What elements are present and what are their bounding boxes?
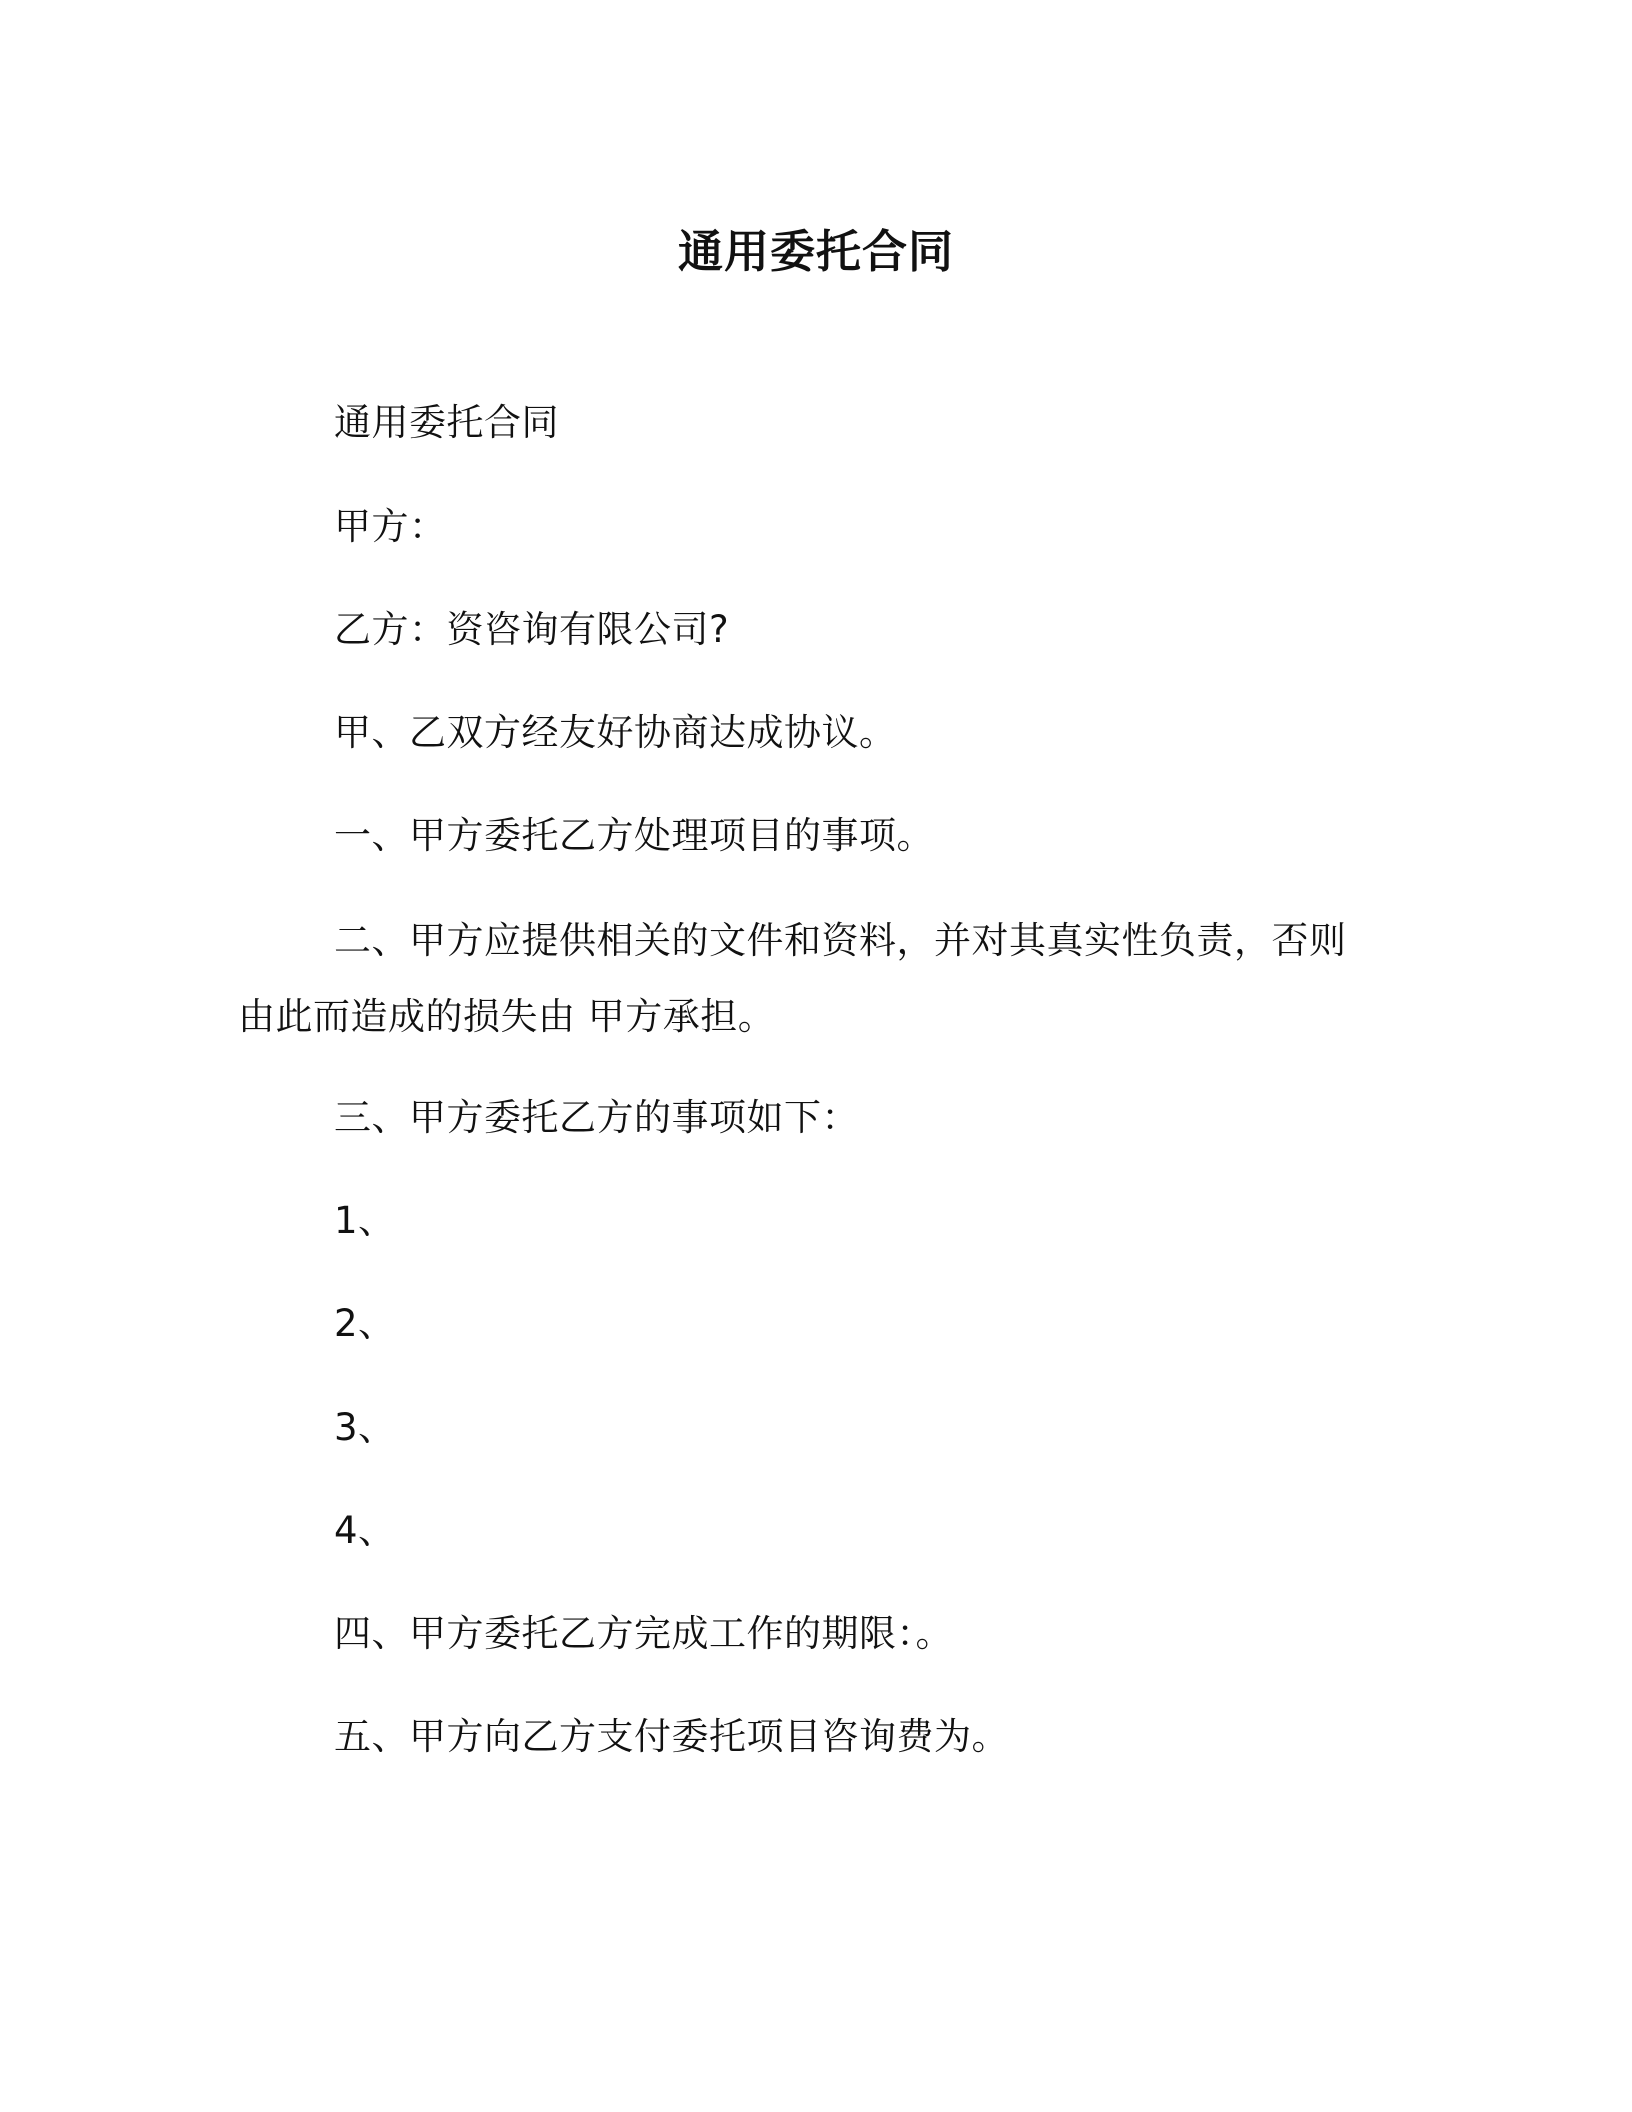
list-item-2: 2、 — [334, 1302, 396, 1345]
paragraph-clause-4: 四、甲方委托乙方完成工作的期限：。 — [334, 1612, 953, 1655]
paragraph-agreement: 甲、乙双方经友好协商达成协议。 — [334, 711, 897, 754]
paragraph-clause-2: 二、甲方应提供相关的文件和资料，并对其真实性负责，否则由此而造成的损失由 甲方承担。 — [238, 919, 1347, 1038]
paragraph-party-a: 甲方： — [334, 505, 447, 548]
list-item-4: 4、 — [334, 1509, 396, 1552]
list-item-3: 3、 — [334, 1406, 396, 1449]
list-item-1: 1、 — [334, 1199, 396, 1242]
paragraph-heading: 通用委托合同 — [334, 401, 559, 444]
paragraph-clause-3: 三、甲方委托乙方的事项如下： — [334, 1096, 859, 1139]
paragraph-clause-5: 五、甲方向乙方支付委托项目咨询费为。 — [334, 1715, 1009, 1758]
paragraph-party-b: 乙方：资咨询有限公司? — [334, 608, 730, 651]
paragraph-clause-1: 一、甲方委托乙方处理项目的事项。 — [334, 814, 934, 857]
document-title: 通用委托合同 — [677, 225, 954, 278]
